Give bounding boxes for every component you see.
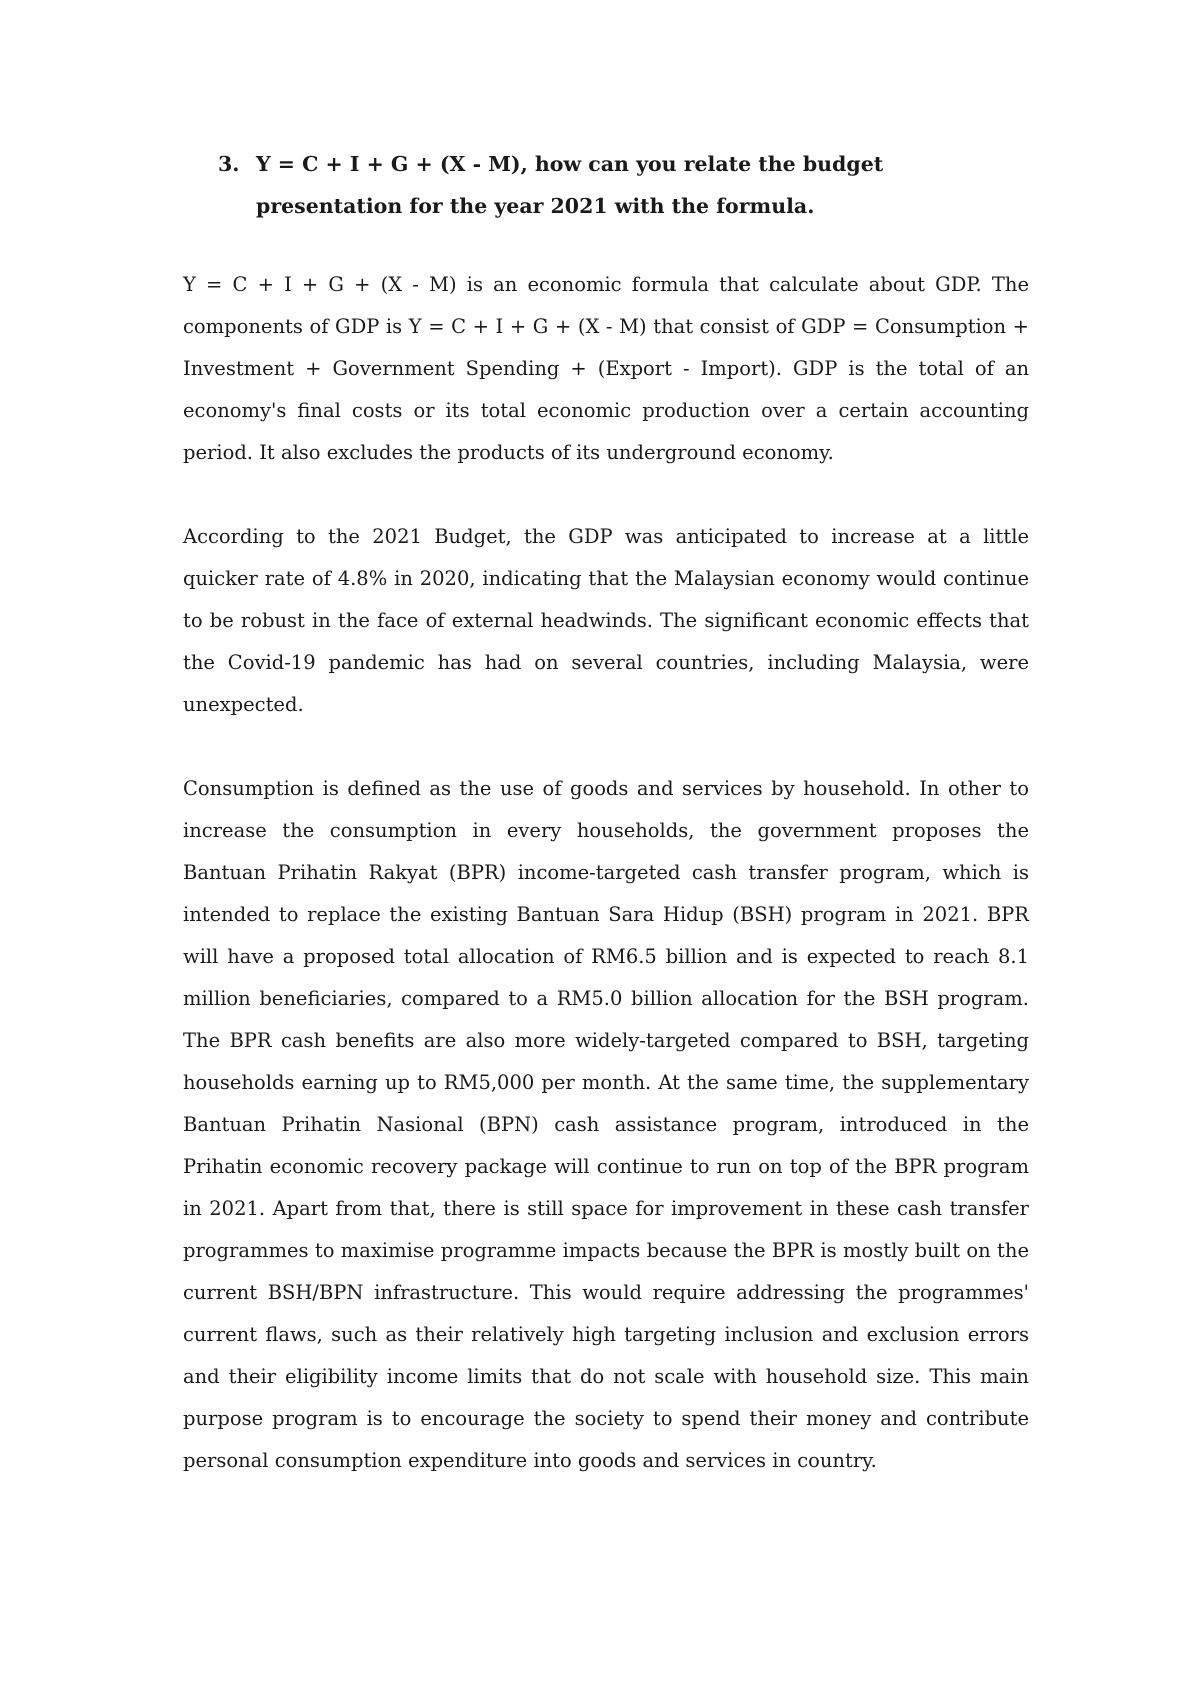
question-text: Y = C + I + G + (X - M), how can you relate the budget presentation for the year 2021 with the formula.: [256, 152, 884, 218]
paragraph-budget-gdp: According to the 2021 Budget, the GDP was anticipated to increase at a little quicker rate of 4.8% in 2020, indicating that the Malaysian economy would continue to be robust in the face of external headwinds. The significant economic effects that the Covid-19 pandemic has had on several countries, including Malaysia, were unexpected.: [183, 525, 1029, 716]
paragraph-gdp-formula: Y = C + I + G + (X - M) is an economic formula that calculate about GDP. The components of GDP is Y = C + I + G + (X - M) that consist of GDP = Consumption + Investment + Government Spending + (Export - Import). GDP is the total of an economy's final costs or its total economic production over a certain accounting period. It also excludes the products of its underground economy.: [183, 273, 1029, 464]
question-number: 3.: [218, 152, 240, 176]
question-heading: [218, 143, 1030, 227]
paragraph-consumption: Consumption is defined as the use of goods and services by household. In other to increase the consumption in every households, the government proposes the Bantuan Prihatin Rakyat (BPR) income-targeted cash transfer program, which is intended to replace the existing Bantuan Sara Hidup (BSH) program in 2021. BPR will have a proposed total allocation of RM6.5 billion and is expected to reach 8.1 million beneficiaries, compared to a RM5.0 billion allocation for the BSH program. The BPR cash benefits are also more widely-targeted compared to BSH, targeting households earning up to RM5,000 per month. At the same time, the supplementary Bantuan Prihatin Nasional (BPN) cash assistance program, introduced in the Prihatin economic recovery package will continue to run on top of the BPR program in 2021. Apart from that, there is still space for improvement in these cash transfer programmes to maximise programme impacts because the BPR is mostly built on the current BSH/BPN infrastructure. This would require addressing the programmes' current flaws, such as their relatively high targeting inclusion and exclusion errors and their eligibility income limits that do not scale with household size. This main purpose program is to encourage the society to spend their money and contribute personal consumption expenditure into goods and services in country.: [183, 777, 1029, 1472]
